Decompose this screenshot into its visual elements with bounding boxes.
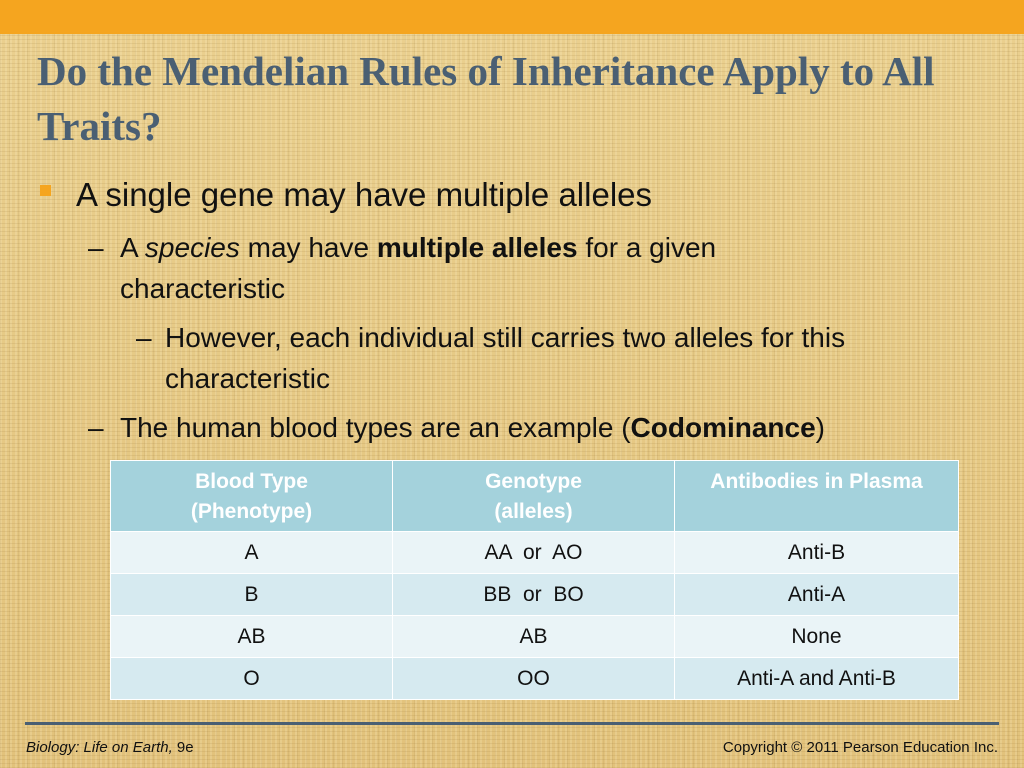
footer-copyright: Copyright © 2011 Pearson Education Inc. xyxy=(722,739,998,756)
sub-bullet-text xyxy=(120,227,880,309)
cell-antibodies: Anti-B xyxy=(675,532,959,574)
cell-genotype: OO xyxy=(393,658,675,700)
cell-genotype: AA or AO xyxy=(393,532,675,574)
dash-bullet: – xyxy=(136,322,152,353)
blood-type-table xyxy=(110,460,959,700)
footer-divider xyxy=(25,722,999,725)
cell-phenotype: A xyxy=(111,532,393,574)
cell-antibodies: None xyxy=(675,616,959,658)
header-blood-type xyxy=(111,461,393,532)
table-header-row xyxy=(111,461,959,532)
table-row xyxy=(111,616,959,658)
slide-title: Do the Mendelian Rules of Inheritance Apply to All Traits? xyxy=(37,48,935,149)
book-edition: 9e xyxy=(172,739,194,756)
dash-bullet: – xyxy=(88,412,104,443)
text-part: The human blood types are an example ( xyxy=(120,412,631,443)
header-line: Genotype xyxy=(485,470,582,493)
header-line: Blood Type xyxy=(195,470,308,493)
cell-phenotype: O xyxy=(111,658,393,700)
cell-genotype: AB xyxy=(393,616,675,658)
dash-bullet: – xyxy=(88,232,104,263)
header-line: (alleles) xyxy=(494,500,573,523)
text-part: ) xyxy=(815,412,825,443)
bold-term: Codominance xyxy=(630,412,816,443)
footer-book-title xyxy=(26,739,194,756)
header-antibodies xyxy=(675,461,959,532)
cell-antibodies: Anti-A and Anti-B xyxy=(675,658,959,700)
italic-term: species xyxy=(144,232,240,263)
cell-genotype: BB or BO xyxy=(393,574,675,616)
top-accent-bar xyxy=(0,0,1024,34)
header-genotype xyxy=(393,461,675,532)
cell-phenotype: B xyxy=(111,574,393,616)
book-name: Biology: Life on Earth, xyxy=(26,739,173,756)
table-row xyxy=(111,658,959,700)
text-part: for a given characteristic xyxy=(120,232,717,304)
square-bullet-icon xyxy=(40,185,51,196)
text-part: A xyxy=(120,232,145,263)
text-part: may have xyxy=(239,232,377,263)
table-row xyxy=(111,574,959,616)
cell-phenotype: AB xyxy=(111,616,393,658)
bold-term: multiple alleles xyxy=(376,232,578,263)
bullet-text: A single gene may have multiple alleles xyxy=(76,176,653,213)
sub-bullet-text xyxy=(120,407,825,448)
header-line: Antibodies in Plasma xyxy=(710,470,923,493)
table-row xyxy=(111,532,959,574)
cell-antibodies: Anti-A xyxy=(675,574,959,616)
header-line: (Phenotype) xyxy=(190,500,313,523)
sub-bullet-text: However, each individual still carries two alleles for this characteristic xyxy=(165,322,846,394)
